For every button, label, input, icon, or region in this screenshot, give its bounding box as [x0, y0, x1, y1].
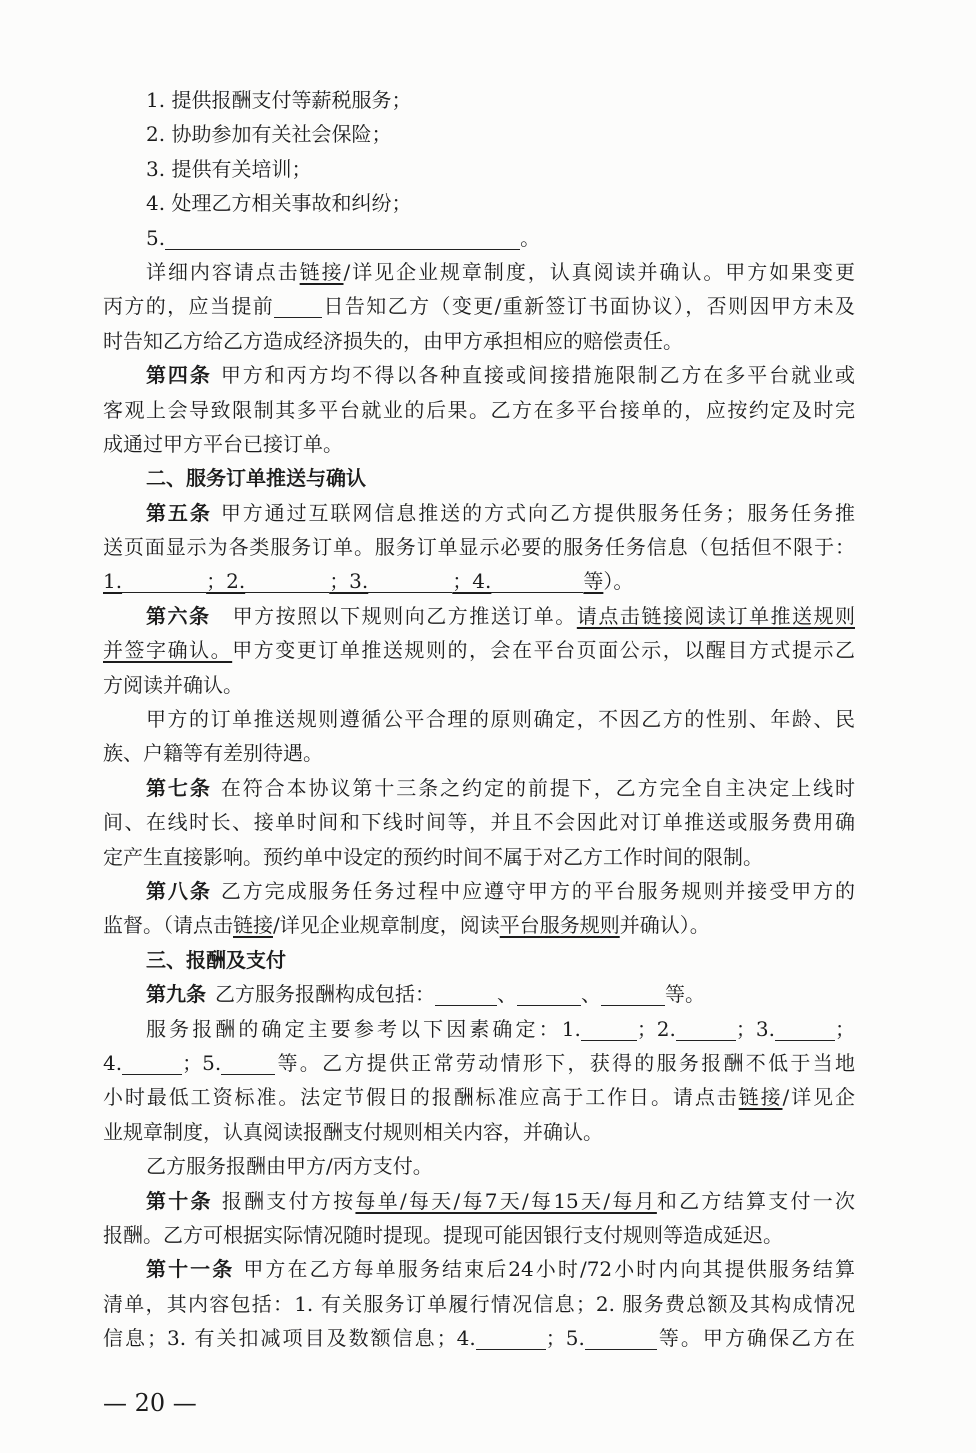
underlined-text: ；2. [206, 569, 246, 594]
paragraph-text: 清单，其内容包括：1. 有关服务订单履行情况信息；2. 服务费总额及其构成情况 [103, 1291, 855, 1316]
article-4-line [103, 393, 855, 427]
paragraph-text: 和乙方结算支付一次 [656, 1188, 855, 1213]
article-11-line [103, 1321, 855, 1355]
underlined-text: 1. [103, 569, 123, 594]
article-5-line [103, 496, 855, 530]
article-5-line [103, 564, 855, 598]
underlined-text: ；3. [329, 569, 369, 594]
paragraph-text: 间、在线时长、接单时间和下线时间等，并且不会因此对订单推送或服务费用确 [103, 810, 855, 835]
article-label: 第七条 [146, 775, 212, 800]
article-11-line [103, 1252, 855, 1286]
paragraph-text: 族、户籍等有差别待遇。 [103, 741, 323, 766]
paragraph-text: ；2. [636, 1016, 676, 1041]
paragraph-text: ； [835, 1016, 855, 1041]
article-6-line [103, 668, 855, 702]
section-heading [103, 943, 855, 977]
list-item-text: 1. 提供报酬支付等薪税服务； [146, 88, 412, 112]
article-label: 第十条 [146, 1188, 213, 1213]
article-9-line [103, 1080, 855, 1114]
paragraph-text: /详见企业规章制度，阅读 [273, 913, 500, 938]
blank-field [476, 1331, 546, 1350]
paragraph-text: 方阅读并确认。 [103, 672, 243, 697]
list-item [103, 152, 855, 186]
blank-field [122, 1056, 182, 1075]
paragraph-text: 报酬。乙方可根据实际情况随时提现。提现可能因银行支付规则等造成延迟。 [103, 1222, 783, 1247]
article-10-line [103, 1218, 855, 1252]
article-label: 第六条 [146, 603, 211, 628]
paragraph-text: 并确认）。 [619, 913, 710, 938]
paragraph-text: 甲方通过互联网信息推送的方式向乙方提供服务任务；服务任务推 [220, 500, 855, 525]
list-item [103, 186, 855, 220]
article-6-line [103, 599, 855, 633]
article-6-line [103, 736, 855, 770]
paragraph-text: ）。 [603, 569, 634, 594]
paragraph-text: ；3. [735, 1016, 775, 1041]
blank-field [221, 1056, 275, 1075]
paragraph-text: 信息；3. 有关扣减项目及数额信息；4. [103, 1326, 476, 1351]
section-heading-text: 三、报酬及支付 [146, 947, 286, 972]
paragraph-line [103, 324, 855, 358]
paragraph-text: 等。 [665, 982, 705, 1007]
article-9-line [103, 977, 855, 1011]
paragraph-text: ；5. [545, 1326, 585, 1351]
blank-field [491, 574, 583, 593]
article-4-line [103, 358, 855, 392]
paragraph-text: 定产生直接影响。预约单中设定的预约时间不属于对乙方工作时间的限制。 [103, 844, 763, 869]
list-item [103, 117, 855, 151]
paragraph-line [103, 255, 855, 289]
paragraph-text: 、 [497, 982, 517, 1007]
paragraph-text: 4. [103, 1050, 123, 1075]
underlined-text: 每单/每天/每7天/每15天/每月 [355, 1188, 657, 1213]
list-item-text: 5. [146, 225, 166, 250]
article-4-line [103, 427, 855, 461]
paragraph-text: 等。甲方确保乙方在 [656, 1326, 855, 1351]
link-text: 链接 [299, 259, 344, 284]
paragraph-text: 送页面显示为各类服务订单。服务订单显示必要的服务任务信息（包括但不限于： [103, 535, 855, 560]
link-text: 并签字确认。 [103, 638, 233, 663]
paragraph-text: ；5. [182, 1050, 222, 1075]
paragraph-text: /详见企业规章制度，认真阅读并确认。甲方如果变更 [343, 259, 855, 284]
paragraph-text: /详见企 [782, 1085, 855, 1110]
blank-field [122, 574, 206, 593]
blank-field [585, 1331, 657, 1350]
article-7-line [103, 771, 855, 805]
paragraph-text: 详细内容请点击 [146, 259, 300, 284]
link-text: 链接 [738, 1085, 783, 1110]
blank-field [601, 987, 665, 1006]
article-5-line [103, 530, 855, 564]
article-7-line [103, 840, 855, 874]
article-label: 第十一条 [146, 1257, 235, 1282]
paragraph-text: 在符合本协议第十三条之约定的前提下，乙方完全自主决定上线时 [220, 775, 855, 800]
blank-field [676, 1022, 736, 1041]
section-heading [103, 461, 855, 495]
paragraph-text: 客观上会导致限制其多平台就业的后果。乙方在多平台接单的，应按约定及时完 [103, 397, 855, 422]
blank-field [245, 574, 329, 593]
paragraph-text: 日告知乙方（变更/重新签订书面协议），否则因甲方未及 [322, 294, 855, 319]
document-body [103, 83, 855, 1355]
paragraph-text: 甲方和丙方均不得以各种直接或间接措施限制乙方在多平台就业或 [220, 363, 855, 388]
article-10-line [103, 1184, 855, 1218]
link-text: 平台服务规则 [499, 913, 620, 938]
blank-field [368, 574, 452, 593]
paragraph-text: 乙方服务报酬由甲方/丙方支付。 [146, 1154, 433, 1179]
paragraph-text: 小时最低工资标准。法定节假日的报酬标准应高于工作日。请点击 [103, 1085, 739, 1110]
section-heading-text: 二、服务订单推送与确认 [146, 466, 366, 491]
list-item [103, 83, 855, 117]
article-9-line [103, 1012, 855, 1046]
article-label: 第五条 [146, 500, 212, 525]
blank-field [517, 987, 581, 1006]
paragraph-text: 成通过甲方平台已接订单。 [103, 431, 343, 456]
paragraph-text: 甲方在乙方每单服务结束后24小时/72小时内向其提供服务结算 [243, 1257, 855, 1282]
paragraph-text: 服务报酬的确定主要参考以下因素确定：1. [146, 1016, 581, 1041]
paragraph-text: 业规章制度，认真阅读报酬支付规则相关内容，并确认。 [103, 1119, 603, 1144]
page-number: — 20 — [103, 1389, 197, 1417]
article-label: 第九条 [146, 982, 206, 1007]
underlined-text: ；4. [452, 569, 492, 594]
blank-field [435, 987, 497, 1006]
article-6-line [103, 702, 855, 736]
paragraph-text: 报酬支付方按 [221, 1188, 356, 1213]
blank-field [581, 1022, 637, 1041]
article-8-line [103, 874, 855, 908]
paragraph-text: 甲方变更订单推送规则的，会在平台页面公示，以醒目方式提示乙 [232, 638, 855, 663]
paragraph-text: 甲方的订单推送规则遵循公平合理的原则确定，不因乙方的性别、年龄、民 [146, 707, 855, 732]
paragraph-text: 时告知乙方给乙方造成经济损失的，由甲方承担相应的赔偿责任。 [103, 328, 683, 353]
article-6-line [103, 633, 855, 667]
link-text: 请点击链接阅读订单推送规则 [576, 603, 855, 628]
list-item-text: 3. 提供有关培训； [146, 156, 312, 181]
blank-field [775, 1022, 835, 1041]
article-8-line [103, 908, 855, 942]
paragraph-text: 乙方完成服务任务过程中应遵守甲方的平台服务规则并接受甲方的 [220, 878, 855, 903]
blank-field [274, 299, 322, 318]
paragraph-text: 、 [581, 982, 601, 1007]
article-9-line [103, 1149, 855, 1183]
paragraph-text: 等。乙方提供正常劳动情形下，获得的服务报酬不低于当地 [275, 1050, 855, 1075]
article-7-line [103, 805, 855, 839]
article-11-line [103, 1287, 855, 1321]
link-text: 链接 [233, 913, 273, 938]
paragraph-line [103, 289, 855, 323]
paragraph-text: 乙方服务报酬构成包括： [215, 982, 435, 1007]
paragraph-text: 监督。（请点击 [103, 913, 233, 938]
list-item [103, 221, 855, 255]
article-9-line [103, 1115, 855, 1149]
paragraph-text: 甲方按照以下规则向乙方推送订单。 [232, 603, 577, 628]
article-label: 第四条 [146, 363, 212, 388]
underlined-text: 等 [583, 569, 604, 594]
blank-field [165, 231, 520, 250]
article-label: 第八条 [146, 878, 212, 903]
paragraph-text: 丙方的，应当提前 [103, 294, 275, 319]
list-item-text: 。 [520, 225, 541, 250]
article-9-line [103, 1046, 855, 1080]
list-item-text: 2. 协助参加有关社会保险； [146, 122, 392, 147]
list-item-text: 4. 处理乙方相关事故和纠纷； [146, 191, 412, 216]
